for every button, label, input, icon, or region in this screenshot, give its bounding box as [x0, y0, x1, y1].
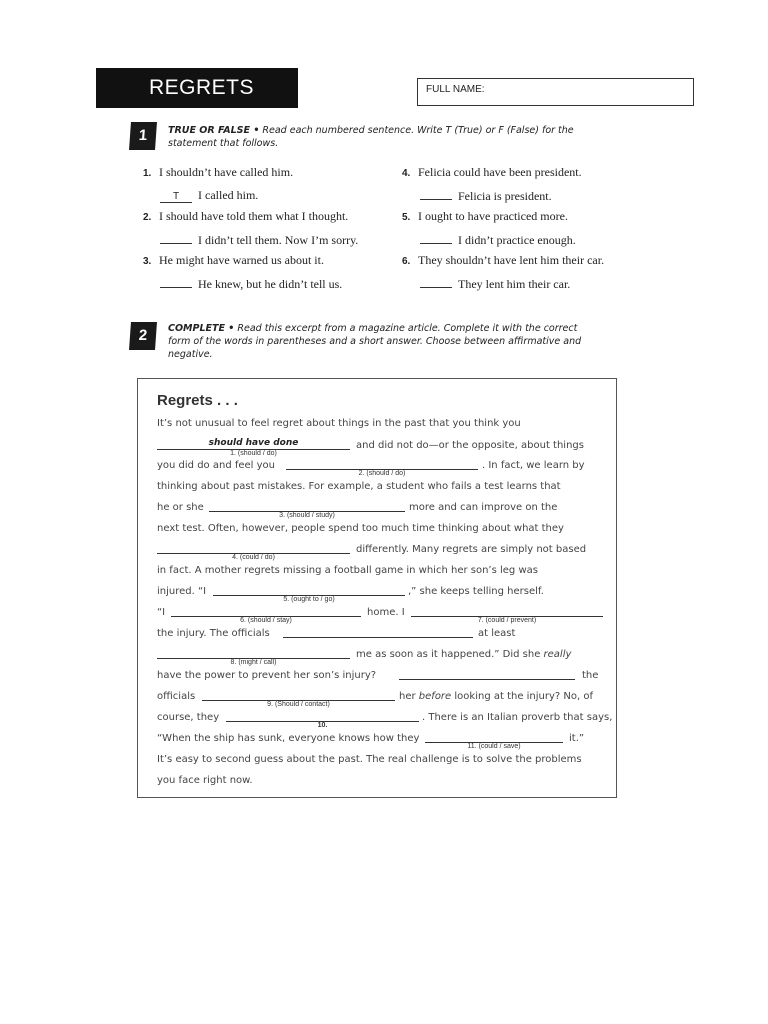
hint-4: 4. (could / do) [232, 554, 275, 561]
tf-answer-row-6 [420, 276, 570, 292]
article-line: officials [157, 691, 196, 702]
blank-6[interactable] [171, 605, 361, 624]
full-name-label: FULL NAME: [426, 84, 485, 95]
blank-9[interactable] [202, 689, 395, 708]
page-title: REGRETS [96, 68, 298, 108]
article-line: and did not do—or the opposite, about things [356, 440, 584, 451]
tf-answer-row-5 [420, 232, 576, 248]
tf-statement: He knew, but he didn’t tell us. [198, 277, 343, 291]
tf-answer-row-3 [160, 276, 342, 292]
article-line: you did do and feel you [157, 460, 275, 471]
tf-answer-row-2 [160, 232, 358, 248]
article-line: injured. “I [157, 586, 207, 597]
tf-answer-row-4 [420, 188, 552, 204]
article-line: . There is an Italian proverb that says, [422, 712, 613, 723]
tf-item-3: 3. He might have warned us about it. [143, 253, 324, 267]
hint-7: 7. (could / prevent) [477, 617, 537, 624]
blank-11[interactable] [425, 731, 563, 750]
tf-sentence: He might have warned us about it. [159, 253, 324, 267]
tf-item-4: 4. Felicia could have been president. [402, 165, 582, 179]
article-title: Regrets . . . [157, 392, 238, 409]
tf-sentence: They shouldn’t have lent him their car. [418, 253, 605, 267]
article-line: have the power to prevent her son’s injury? [157, 670, 377, 681]
blank-2[interactable] [286, 458, 478, 477]
tf-answer-blank[interactable] [420, 276, 452, 288]
article-line: me as soon as it happened.” Did she really [356, 649, 572, 660]
tf-answer-blank[interactable] [160, 276, 192, 288]
hint-9: 9. (Should / contact) [267, 701, 330, 708]
section-2-number-icon: 2 [129, 322, 157, 350]
article-line: It’s not unusual to feel regret about things in the past that you think you [157, 418, 521, 429]
article-line: at least [478, 628, 516, 639]
section-1-number-icon: 1 [129, 122, 157, 150]
blank-8[interactable] [157, 647, 350, 666]
tf-statement: Felicia is president. [458, 189, 552, 203]
answer-1: should have done [157, 437, 350, 450]
tf-statement: I called him. [198, 188, 259, 202]
section-1-instr-text: Read each numbered sentence. Write T (True) or F (False) for the statement that follows. [168, 125, 574, 149]
article-line: the [582, 670, 599, 681]
article-line: in fact. A mother regrets missing a football game in which her son’s leg was [157, 565, 538, 576]
tf-item-6: 6. They shouldn’t have lent him their car. [402, 253, 605, 267]
hint-3: 3. (should / study) [279, 512, 335, 519]
article-line: It’s easy to second guess about the past. The real challenge is to solve the problems [157, 754, 582, 765]
blank-13-line[interactable] [399, 668, 575, 680]
hint-11: 11. (could / save) [467, 743, 521, 750]
section-1-instr-label: TRUE OR FALSE • [168, 125, 260, 136]
article-line: “I [157, 607, 166, 618]
tf-item-2: 2. I should have told them what I thought. [143, 209, 349, 223]
tf-answer-blank[interactable] [160, 232, 192, 244]
tf-item-1: 1. I shouldn’t have called him. [143, 165, 294, 179]
article-line: her before looking at the injury? No, of [399, 691, 593, 702]
article-line: it.” [569, 733, 585, 744]
article-line: next test. Often, however, people spend too much time thinking about what they [157, 523, 564, 534]
section-2-instructions [168, 322, 588, 361]
tf-statement: I didn’t tell them. Now I’m sorry. [198, 233, 359, 247]
tf-item-5: 5. I ought to have practiced more. [402, 209, 568, 223]
article-line: he or she [157, 502, 204, 513]
article-line: ,” she keeps telling herself. [408, 586, 544, 597]
section-2-instr-label: COMPLETE • [168, 323, 235, 334]
hint-5: 5. (ought to / go) [283, 596, 335, 603]
hint-1: 1. (should / do) [230, 450, 277, 457]
blank-3[interactable] [209, 500, 405, 519]
blank-5[interactable] [213, 584, 405, 603]
article-line: more and can improve on the [409, 502, 558, 513]
hint-10: 10. [317, 722, 328, 729]
tf-statement: They lent him their car. [458, 277, 571, 291]
blank-11-line[interactable] [283, 626, 473, 638]
hint-6: 6. (should / stay) [240, 617, 292, 624]
article-line: home. I [367, 607, 405, 618]
article-line: . In fact, we learn by [482, 460, 585, 471]
blank-1[interactable] [157, 437, 350, 457]
tf-sentence: Felicia could have been president. [418, 165, 582, 179]
hint-2: 2. (should / do) [358, 470, 406, 477]
article-line: the injury. The officials [157, 628, 270, 639]
article-line: “When the ship has sunk, everyone knows how they [157, 733, 420, 744]
blank-7[interactable] [411, 605, 603, 624]
section-1-instructions [168, 124, 588, 150]
blank-4[interactable] [157, 542, 350, 561]
article-line: differently. Many regrets are simply not based [356, 544, 587, 555]
blank-10[interactable] [226, 710, 419, 729]
hint-8: 8. (might / call) [230, 659, 277, 666]
full-name-field[interactable] [417, 78, 694, 106]
tf-answer-row-1 [160, 188, 258, 203]
article-line: course, they [157, 712, 220, 723]
article-line: thinking about past mistakes. For example, a student who fails a test learns that [157, 481, 561, 492]
tf-sentence: I should have told them what I thought. [159, 209, 349, 223]
article-line: you face right now. [157, 775, 253, 786]
tf-sentence: I shouldn’t have called him. [159, 165, 294, 179]
tf-answer-blank[interactable] [420, 188, 452, 200]
section-2-instr-text: Read this excerpt from a magazine article. Complete it with the correct form of the words in parentheses and a short answer. Choose between affirmative and negative. [168, 323, 582, 360]
tf-answer-blank[interactable] [420, 232, 452, 244]
tf-sentence: I ought to have practiced more. [418, 209, 568, 223]
tf-answer-blank[interactable]: T [160, 191, 192, 203]
tf-statement: I didn’t practice enough. [458, 233, 576, 247]
